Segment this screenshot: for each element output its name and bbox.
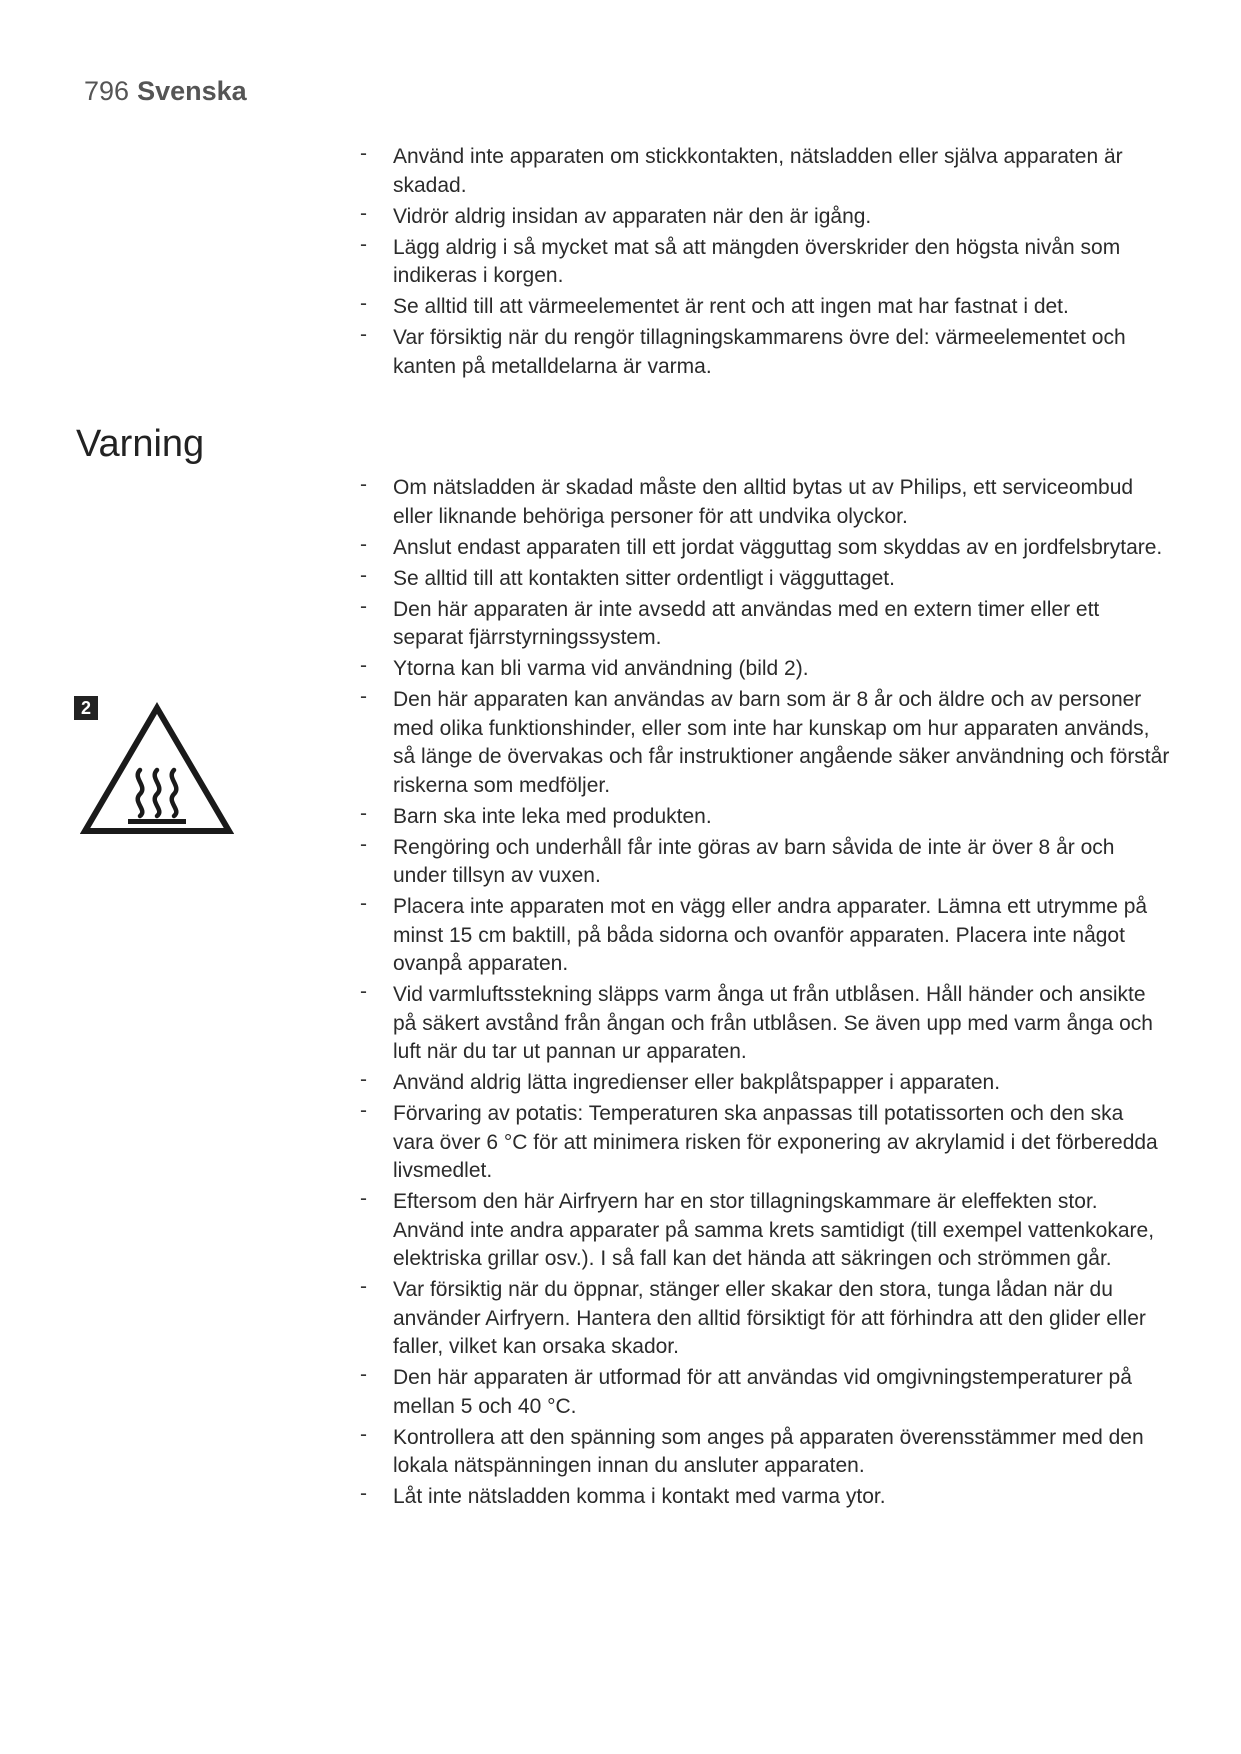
list-item: - Låt inte nätsladden komma i kontakt med varma ytor.: [360, 1483, 1170, 1512]
safety-list-general: [360, 143, 1170, 384]
list-item: - Ytorna kan bli varma vid användning (bild 2).: [360, 655, 1170, 684]
list-item: - Förvaring av potatis: Temperaturen ska anpassas till potatissorten och den ska vara över 6 °C för att minimera risken för exponering av akrylamid i det förberedda livsmedlet.: [360, 1100, 1170, 1186]
list-item: - Den här apparaten är utformad för att användas vid omgivningstemperaturer på mellan 5 och 40 °C.: [360, 1364, 1170, 1421]
page-header: [84, 74, 247, 108]
language-title: Svenska: [137, 76, 247, 106]
safety-list-warning: [360, 474, 1170, 1514]
page-number: 796: [84, 76, 130, 106]
list-item: - Kontrollera att den spänning som anges på apparaten överensstämmer med den lokala nätspänningen innan du ansluter apparaten.: [360, 1424, 1170, 1481]
list-item: - Anslut endast apparaten till ett jordat vägguttag som skyddas av en jordfelsbrytare.: [360, 534, 1170, 563]
list-item: - Vidrör aldrig insidan av apparaten när den är igång.: [360, 203, 1170, 232]
list-item: - Var försiktig när du rengör tillagningskammarens övre del: värmeelementet och kanten på metalldelarna är varma.: [360, 324, 1170, 381]
list-item: - Använd inte apparaten om stickkontakten, nätsladden eller själva apparaten är skadad.: [360, 143, 1170, 200]
list-item: - Se alltid till att kontakten sitter ordentligt i vägguttaget.: [360, 565, 1170, 594]
list-item: - Placera inte apparaten mot en vägg eller andra apparater. Lämna ett utrymme på minst 15 cm baktill, på båda sidorna och ovanför apparaten. Placera inte något ovanpå apparaten.: [360, 893, 1170, 979]
list-item: - Om nätsladden är skadad måste den alltid bytas ut av Philips, ett serviceombud eller liknande behöriga personer för att undvika olyckor.: [360, 474, 1170, 531]
list-item: - Se alltid till att värmeelementet är rent och att ingen mat har fastnat i det.: [360, 293, 1170, 322]
section-heading-warning: Varning: [76, 423, 205, 465]
list-item: - Den här apparaten är inte avsedd att användas med en extern timer eller ett separat fjärrstyrningssystem.: [360, 596, 1170, 653]
list-item: - Eftersom den här Airfryern har en stor tillagningskammare är eleffekten stor. Använd inte andra apparater på samma krets samtidigt (till exempel vattenkokare, elektriska grillar osv.). I så fall kan det hända att säkringen och strömmen går.: [360, 1188, 1170, 1274]
list-item: - Var försiktig när du öppnar, stänger eller skakar den stora, tunga lådan när du använder Airfryern. Hantera den alltid försiktigt för att förhindra att den glider eller faller, vilket kan orsaka skador.: [360, 1276, 1170, 1362]
list-item: - Den här apparaten kan användas av barn som är 8 år och äldre och av personer med olika funktionshinder, eller som inte har kunskap om hur apparaten används, så länge de övervakas och får instruktioner angående säker användning och förstår riskerna som medföljer.: [360, 686, 1170, 800]
list-item: - Använd aldrig lätta ingredienser eller bakplåtspapper i apparaten.: [360, 1069, 1170, 1098]
figure-number-badge: 2: [74, 696, 98, 720]
list-item: - Vid varmluftsstekning släpps varm ånga ut från utblåsen. Håll händer och ansikte på säkert avstånd från ångan och från utblåsen. Se även upp med varm ånga och luft när du tar ut pannan ur apparaten.: [360, 981, 1170, 1067]
list-item: - Rengöring och underhåll får inte göras av barn såvida de inte är över 8 år och under tillsyn av vuxen.: [360, 834, 1170, 891]
list-item: - Barn ska inte leka med produkten.: [360, 803, 1170, 832]
list-item: - Lägg aldrig i så mycket mat så att mängden överskrider den högsta nivån som indikeras i korgen.: [360, 234, 1170, 291]
hot-surface-warning-icon: [80, 702, 234, 838]
